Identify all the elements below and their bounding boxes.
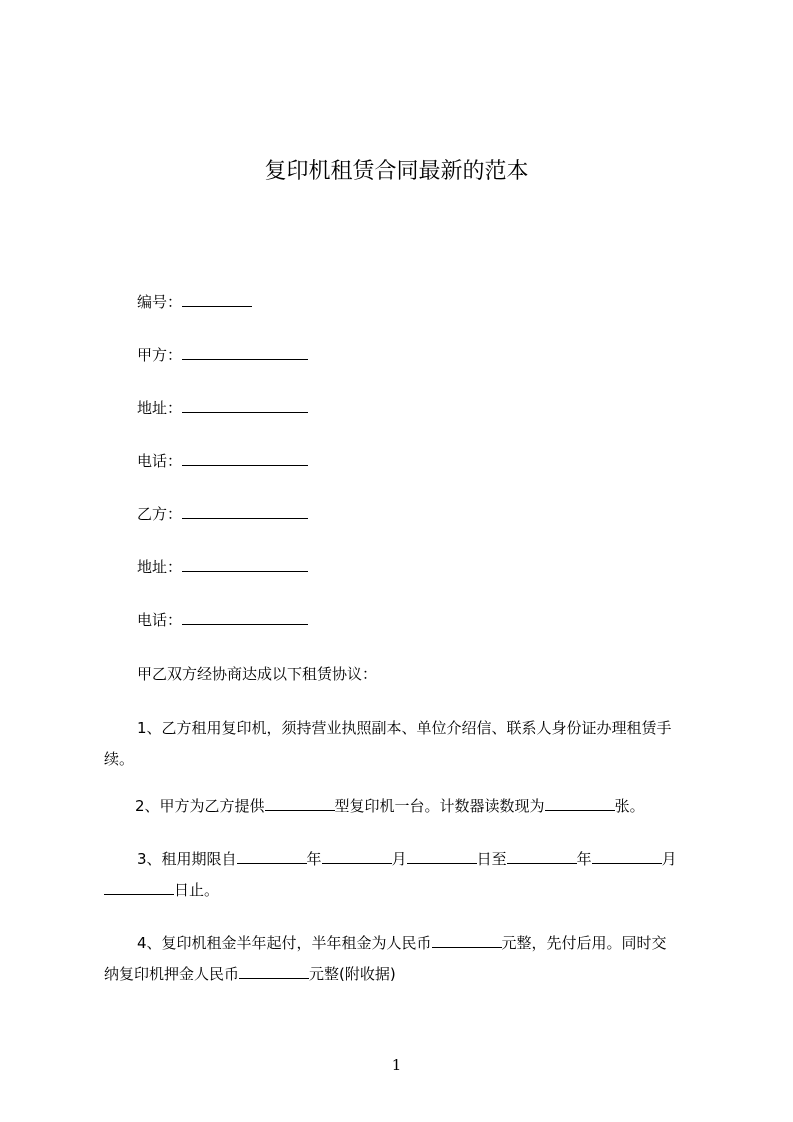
clause-2-text-3: 张。 (614, 797, 645, 815)
party-a-address-field (137, 398, 308, 418)
clause-3-line-1 (104, 844, 714, 875)
party-a-phone-blank[interactable] (182, 451, 308, 466)
clause-3-year-2: 年 (576, 850, 592, 868)
clause-4 (104, 928, 714, 990)
party-a-phone-field (137, 451, 308, 471)
party-b-address-label: 地址： (137, 558, 183, 576)
half-year-rent-blank[interactable] (432, 933, 502, 948)
clause-4-text-4: 元整(附收据) (309, 965, 396, 983)
clause-3-end: 日止。 (174, 881, 220, 899)
clause-3-year-1: 年 (306, 850, 322, 868)
party-a-phone-label: 电话： (137, 452, 183, 470)
party-a-label: 甲方： (137, 346, 183, 364)
start-month-blank[interactable] (322, 849, 392, 864)
copier-model-blank[interactable] (265, 796, 335, 811)
end-year-blank[interactable] (507, 849, 577, 864)
page-title: 复印机租赁合同最新的范本 (264, 158, 529, 184)
deposit-amount-blank[interactable] (239, 964, 309, 979)
agreement-intro: 甲乙双方经协商达成以下租赁协议： (137, 665, 378, 683)
party-a-address-label: 地址： (137, 399, 183, 417)
party-b-label: 乙方： (137, 505, 183, 523)
clause-1-line-1: 1、乙方租用复印机，须持营业执照副本、单位介绍信、联系人身份证办理租赁手 (137, 719, 672, 737)
clause-3-month-1: 月 (391, 850, 407, 868)
clause-4-line-2 (104, 959, 714, 990)
end-day-blank[interactable] (104, 880, 174, 895)
clause-2-text-2: 型复印机一台。计数器读数现为 (334, 797, 545, 815)
clause-1-line-2: 续。 (104, 750, 135, 768)
clause-3-line-2 (104, 875, 714, 906)
party-b-address-field (137, 557, 308, 577)
contract-number-field (137, 292, 252, 312)
party-a-blank[interactable] (182, 345, 308, 360)
party-b-field (137, 504, 308, 524)
party-b-blank[interactable] (182, 504, 308, 519)
clause-4-text-1: 4、复印机租金半年起付，半年租金为人民币 (137, 934, 432, 952)
party-b-phone-field (137, 610, 308, 630)
contract-number-label: 编号： (137, 293, 183, 311)
start-year-blank[interactable] (237, 849, 307, 864)
party-b-phone-blank[interactable] (182, 610, 308, 625)
clause-3-month-2: 月 (661, 850, 677, 868)
clause-3-text-1: 3、租用期限自 (137, 850, 237, 868)
party-b-phone-label: 电话： (137, 611, 183, 629)
clause-2 (104, 791, 714, 822)
clause-3 (104, 844, 714, 906)
contract-number-blank[interactable] (182, 292, 252, 307)
clause-4-text-2: 元整，先付后用。同时交 (501, 934, 667, 952)
clause-2-text-1: 2、甲方为乙方提供 (135, 797, 265, 815)
clause-1 (104, 713, 714, 775)
start-day-blank[interactable] (407, 849, 477, 864)
party-a-field (137, 345, 308, 365)
clause-2-line (104, 791, 714, 822)
party-a-address-blank[interactable] (182, 398, 308, 413)
party-b-address-blank[interactable] (182, 557, 308, 572)
clause-3-day-1: 日至 (476, 850, 507, 868)
clause-4-text-3: 纳复印机押金人民币 (104, 965, 240, 983)
clause-4-line-1 (104, 928, 714, 959)
end-month-blank[interactable] (592, 849, 662, 864)
counter-reading-blank[interactable] (545, 796, 615, 811)
page-number: 1 (391, 1056, 402, 1074)
